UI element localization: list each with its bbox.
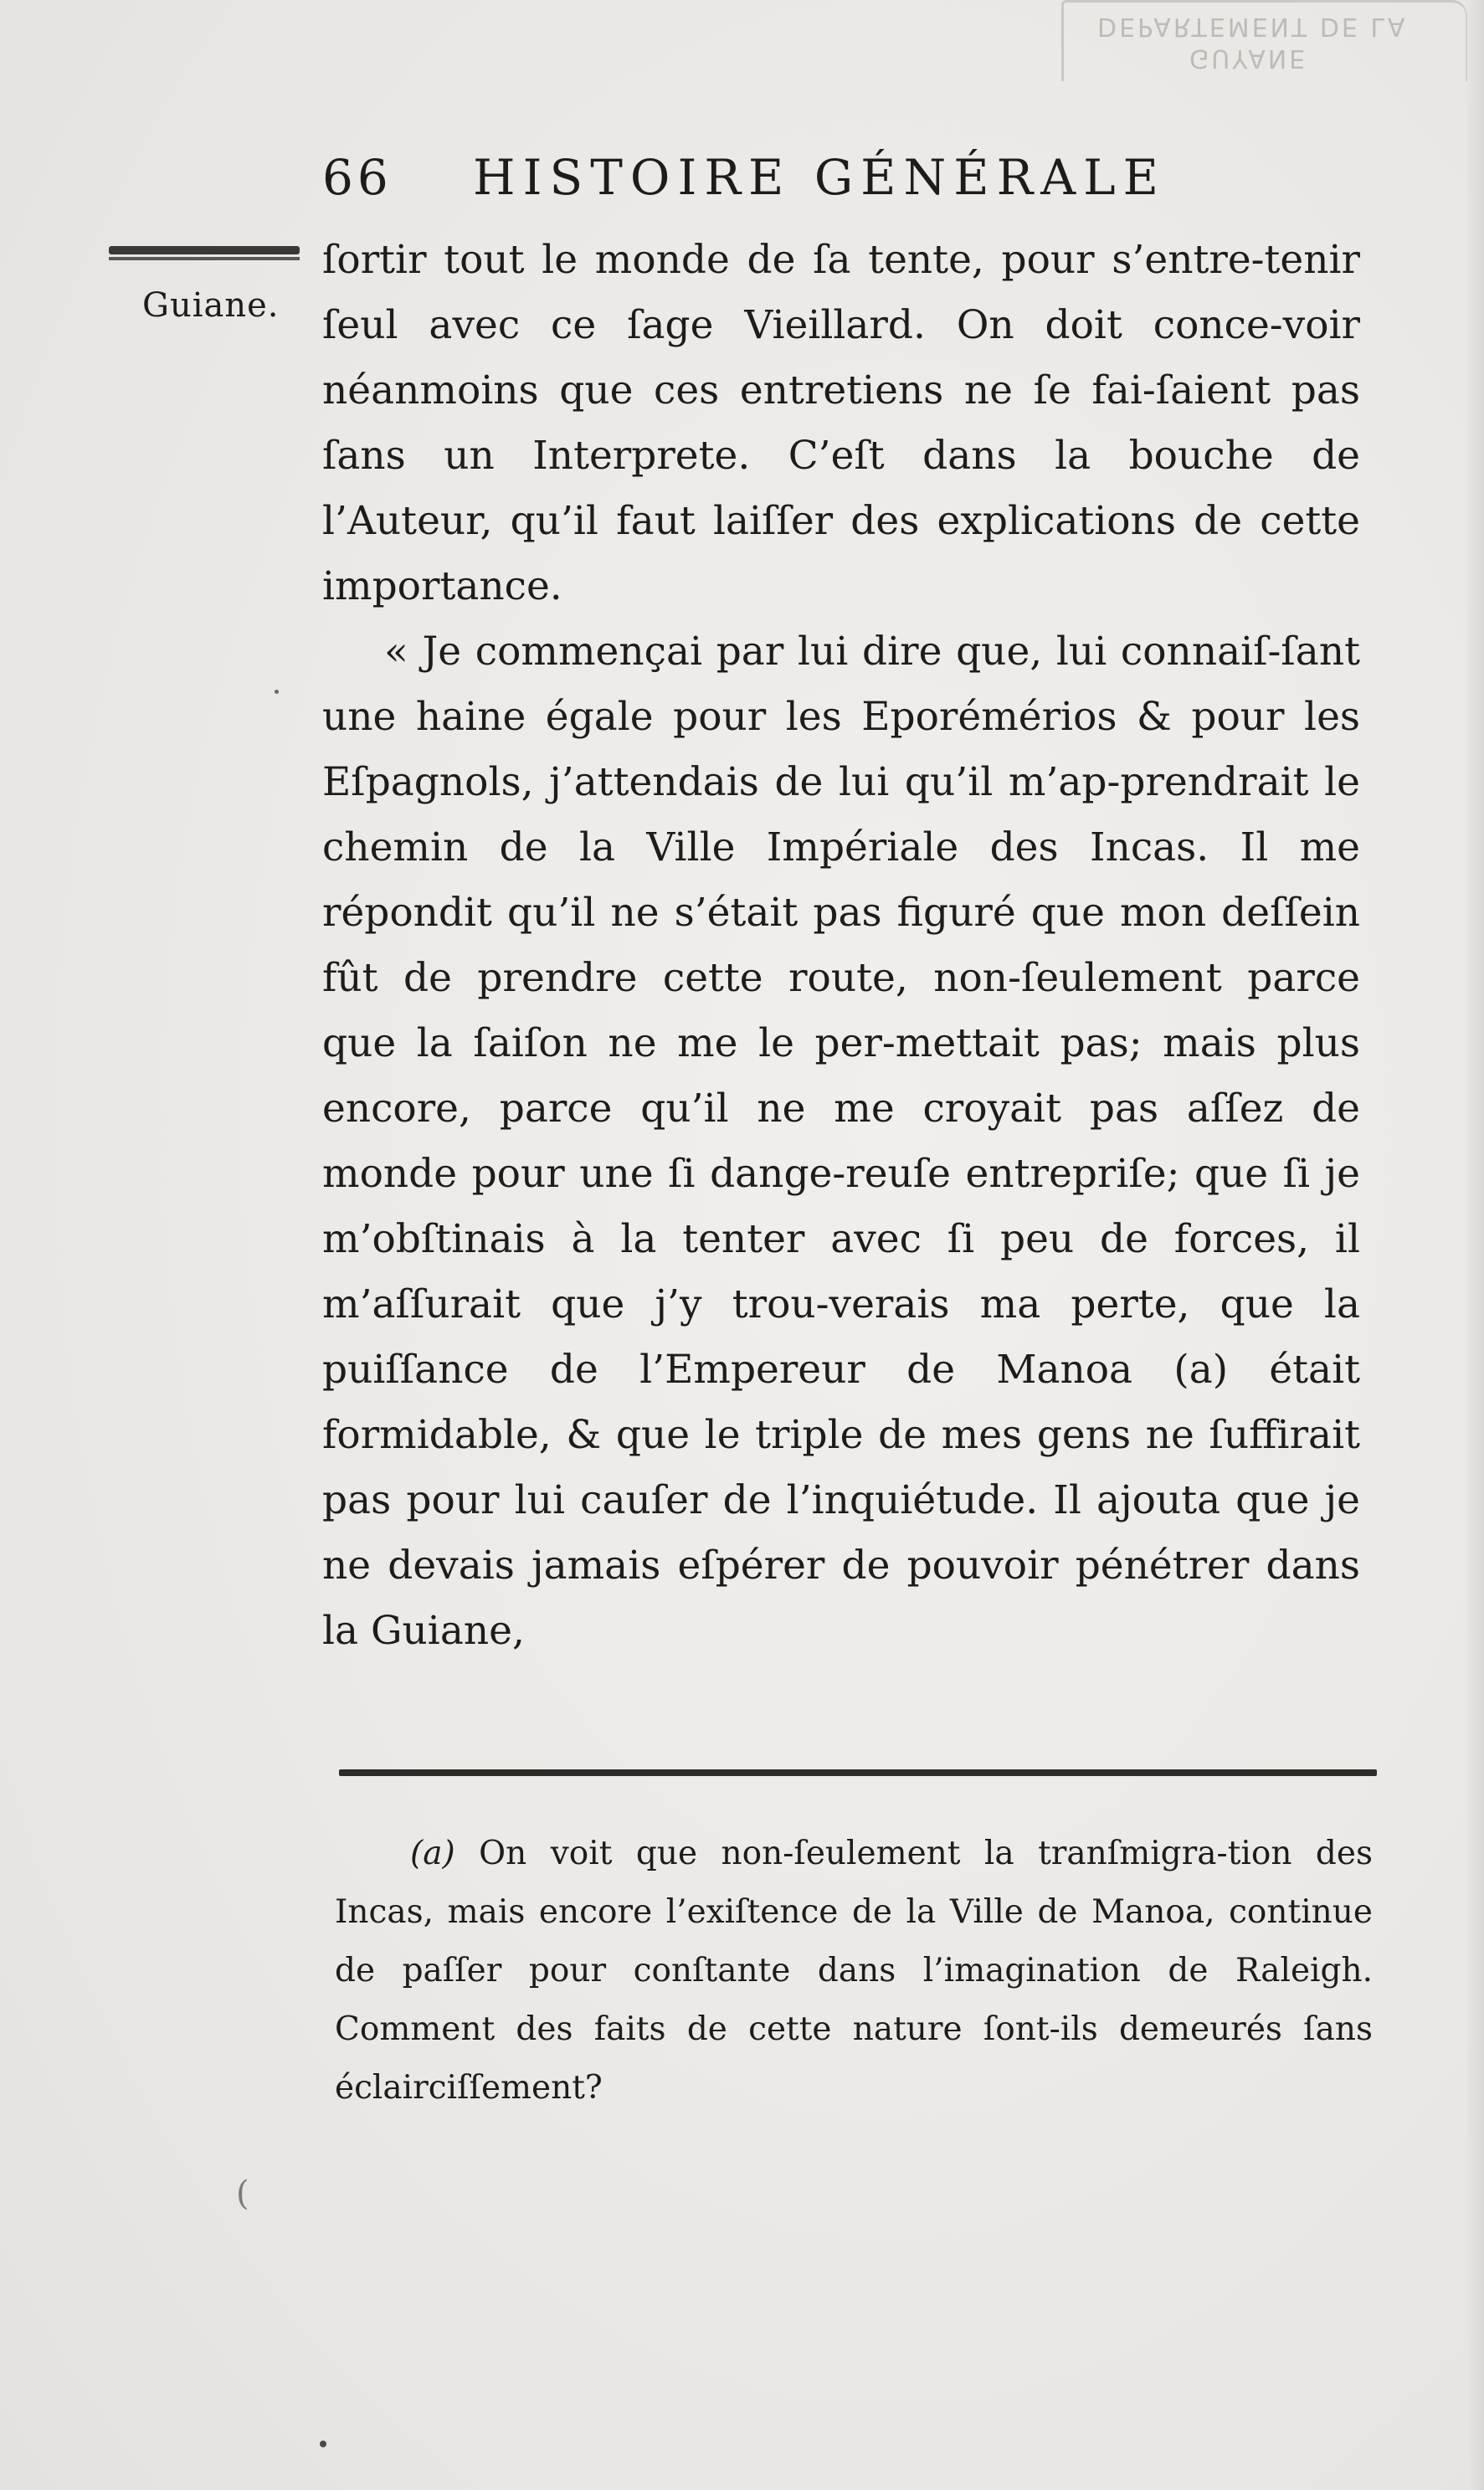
- paragraph-2: « Je commençai par lui dire que, lui connaiſ-ſant une haine égale pour les Eporémérios & pour les Eſpagnols, j’attendais de lui qu’il m’ap-prendrait le chemin de la Ville Impériale des Incas. Il me répondit qu’il ne s’était pas figuré que mon deſſein fût de prendre cette route, non-ſeulement parce que la ſaiſon ne me le per-mettait pas; mais plus encore, parce qu’il ne me croyait pas aſſez de monde pour une ſi dange-reuſe entrepriſe; que ſi je m’obſtinais à la tenter avec ſi peu de forces, il m’aſſurait que j’y trou-verais ma perte, que la puiſſance de l’Empereur de Manoa (a) était formidable, & que le triple de mes gens ne ſuffirait pas pour lui cauſer de l’inquiétude. Il ajouta que je ne devais jamais eſpérer de pouvoir pénétrer dans la Guiane,: [322, 629, 1360, 1654]
- footnote-mark: (a): [410, 1835, 455, 1872]
- paragraph-1: ſortir tout le monde de ſa tente, pour s’entre-tenir ſeul avec ce ſage Vieillard. On doit conce-voir néanmoins que ces entretiens ne ſe fai-ſaient pas ſans un Interprete. C’eſt dans la bouche de l’Auteur, qu’il faut laiſſer des explications de cette importance.: [322, 237, 1360, 609]
- stamp-line-2: GUYANE: [1189, 44, 1308, 73]
- page-number: 66: [322, 149, 393, 206]
- stamp-line-1: DEPARTEMENT DE LA: [1097, 12, 1408, 41]
- library-stamp: [1061, 0, 1467, 81]
- running-header: [322, 149, 1226, 216]
- ink-dot: [320, 2441, 326, 2447]
- body-text: [322, 228, 1360, 1664]
- page-edge-shadow: [1467, 0, 1484, 2490]
- stray-paren-mark: (: [236, 2174, 249, 2213]
- footnote-paragraph: [335, 1825, 1373, 2118]
- running-title: HISTOIRE GÉNÉRALE: [473, 149, 1166, 206]
- footnote-text: On voit que non-ſeulement la tranſmigra-tion des Incas, mais encore l’exiſtence de la Ville de Manoa, continue de paſſer pour conſtante dans l’imagination de Raleigh. Comment des faits de cette nature ſont-ils demeurés ſans éclairciſſement?: [335, 1835, 1373, 2107]
- margin-note: Guiane.: [142, 286, 280, 325]
- footnote-separator: [339, 1769, 1377, 1776]
- footnote: [335, 1825, 1373, 2118]
- ink-speck: [275, 690, 279, 694]
- margin-rule: [109, 246, 300, 254]
